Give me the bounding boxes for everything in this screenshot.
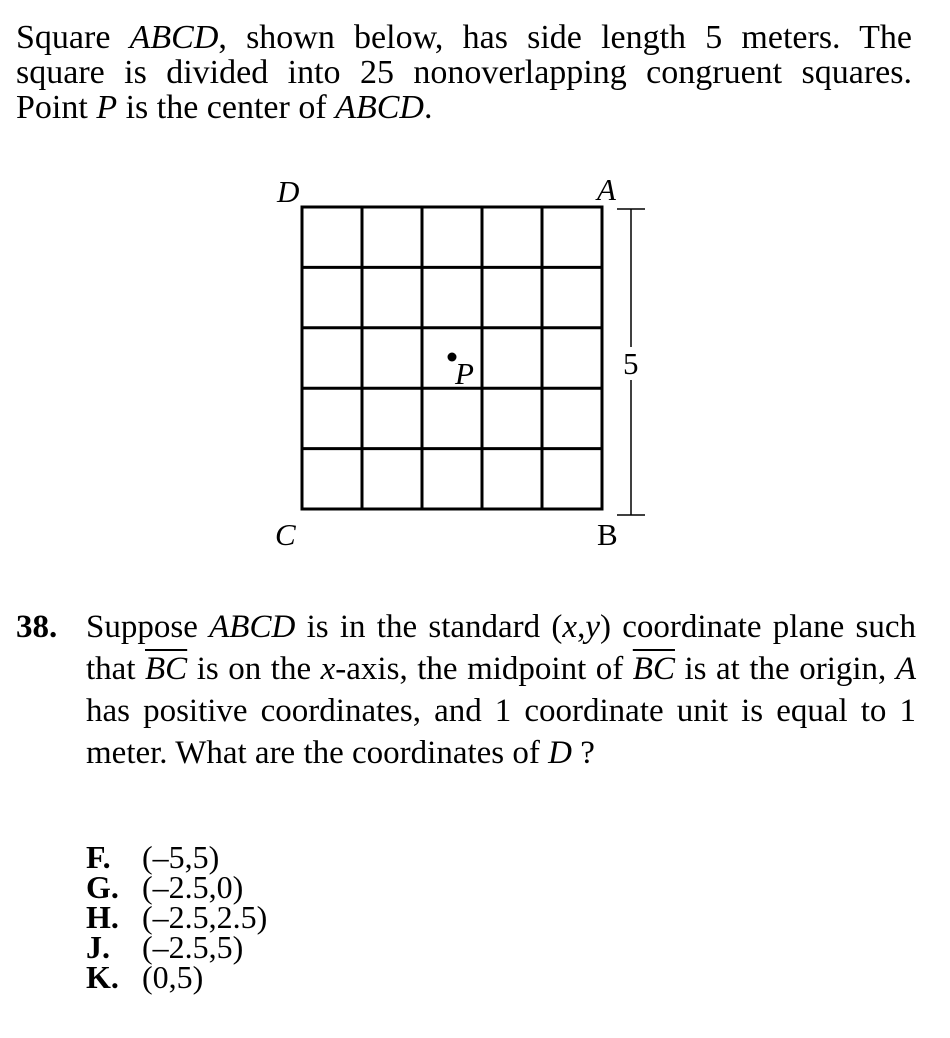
vertex-label-c: C: [275, 517, 296, 552]
answer-choice-g[interactable]: [86, 869, 267, 905]
vertex-label-b: B: [597, 517, 618, 552]
intro-text-3: is the center of: [117, 89, 336, 126]
intro-text-1: Square: [16, 19, 130, 56]
q-text-5: -axis, the midpoint of: [335, 651, 633, 687]
square-figure: [262, 166, 662, 562]
choice-value: (–2.5,2.5): [142, 899, 268, 935]
choice-letter: G.: [86, 869, 119, 905]
problem-intro: [16, 20, 912, 125]
choice-letter: J.: [86, 929, 110, 965]
q-text-6: is at the origin,: [674, 651, 896, 687]
q-text-4: is on the: [187, 651, 321, 687]
answer-choice-k[interactable]: [86, 959, 267, 995]
square-name: ABCD: [129, 19, 219, 56]
q-point-a: A: [895, 651, 917, 687]
q-text-8: ?: [571, 735, 595, 771]
vertex-label-d: D: [277, 174, 300, 209]
square-name-2: ABCD: [335, 89, 424, 126]
q-text-2: is in the standard (: [295, 609, 563, 645]
choice-letter: F.: [86, 839, 111, 875]
q-square-name: ABCD: [209, 609, 296, 645]
question-number: 38.: [16, 609, 58, 645]
square-diagram: [262, 166, 662, 562]
answer-choice-j[interactable]: [86, 929, 267, 965]
segment-bc: $\overline{BC}$: [145, 651, 188, 687]
side-length-label: 5: [623, 346, 639, 381]
point-name: P: [96, 89, 118, 126]
answer-choices: [86, 839, 268, 995]
choice-letter: H.: [86, 899, 119, 935]
q-point-d: D: [548, 735, 572, 771]
intro-text-4: .: [423, 89, 433, 126]
choice-letter: K.: [86, 959, 119, 995]
answer-choice-f[interactable]: [86, 839, 267, 875]
q-text-7: has positive coordinates, and 1 coordinate unit is equal to 1 meter. What are the coordinates of: [86, 693, 916, 771]
q-var-y: y: [585, 609, 600, 645]
choice-value: (0,5): [142, 959, 204, 995]
q-text-3: ) coordinate plane such that: [86, 609, 916, 687]
choice-value: (–2.5,0): [142, 869, 244, 905]
vertex-label-a: A: [597, 172, 616, 207]
choice-value: (–2.5,5): [142, 929, 244, 965]
point-label-p: P: [455, 356, 474, 391]
q-var-x-2: x: [320, 651, 336, 687]
question-38: [16, 606, 916, 774]
choice-value: (–5,5): [142, 839, 220, 875]
q-text-1: Suppose: [86, 609, 210, 645]
q-var-x: x: [562, 609, 578, 645]
intro-text-2: , shown below, has side length 5 meters. The square is divided into 25 nonoverlapping congruent squares. Point: [16, 19, 912, 126]
q-comma: ,: [577, 609, 586, 645]
question-text: [86, 606, 916, 774]
segment-bc-2: $\overline{BC}$: [632, 651, 675, 687]
answer-choice-h[interactable]: [86, 899, 268, 935]
